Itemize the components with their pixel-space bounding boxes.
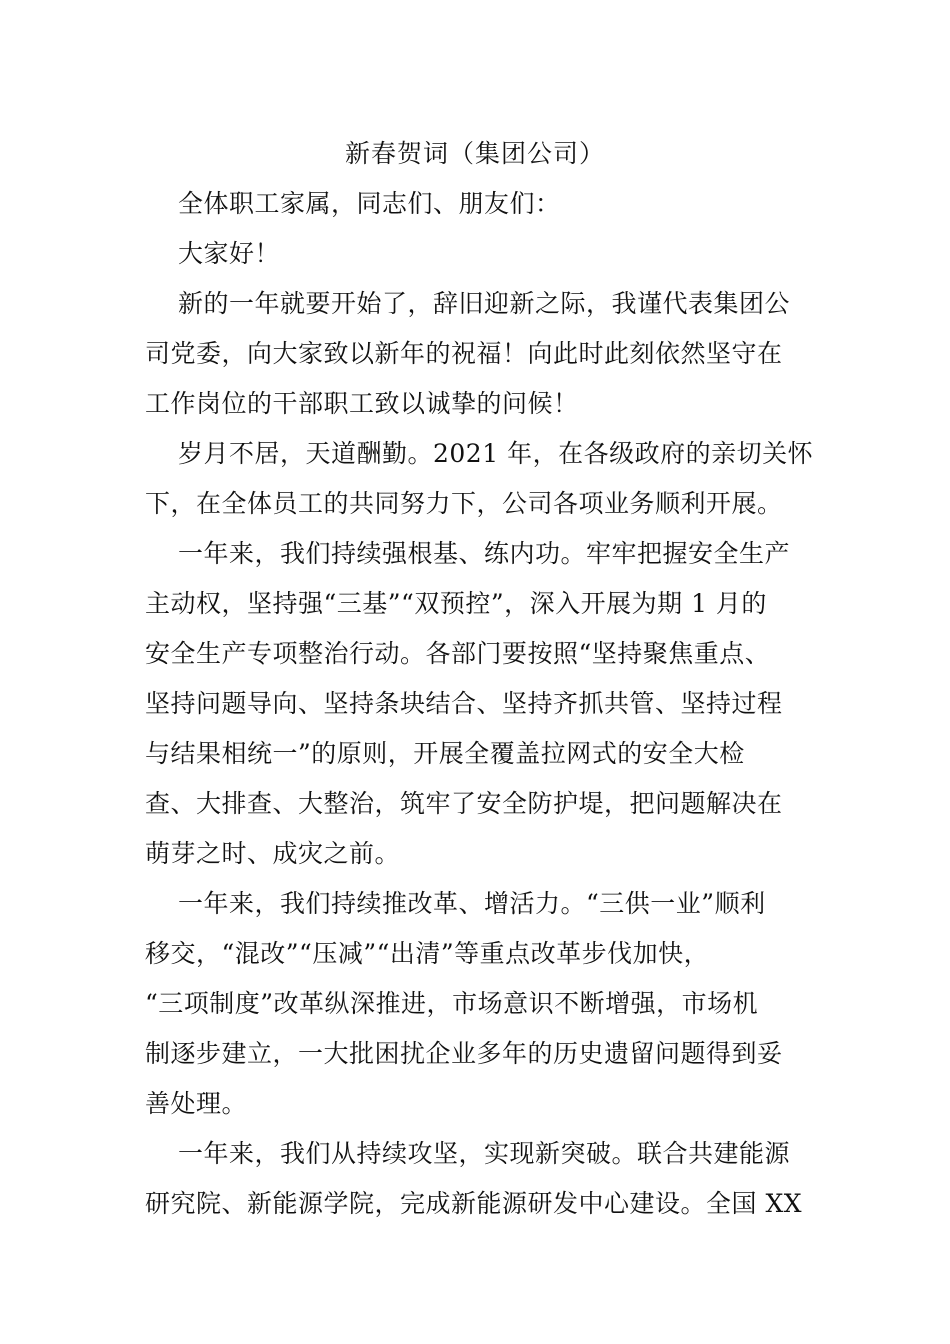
paragraph-line: 坚持问题导向、坚持条块结合、坚持齐抓共管、坚持过程: [145, 689, 783, 718]
paragraph-line: “三项制度”改革纵深推进，市场意识不断增强，市场机: [145, 989, 759, 1018]
paragraph-line: 制逐步建立，一大批困扰企业多年的历史遗留问题得到妥: [145, 1039, 783, 1068]
paragraph-line: 主动权，坚持强“三基”“双预控”，深入开展为期 1 月的: [145, 589, 767, 618]
paragraph-line: 司党委，向大家致以新年的祝福！向此时此刻依然坚守在: [145, 339, 783, 368]
paragraph-line: 研究院、新能源学院，完成新能源研发中心建设。全国 XX: [145, 1189, 803, 1218]
paragraph-line: 一年来，我们从持续攻坚，实现新突破。联合共建能源: [178, 1139, 791, 1168]
document-title: 新春贺词（集团公司）: [344, 139, 605, 168]
paragraph-line: 一年来，我们持续强根基、练内功。牢牢把握安全生产: [178, 539, 791, 568]
paragraph-line: 查、大排查、大整治，筑牢了安全防护堤，把问题解决在: [145, 789, 783, 818]
paragraph-line: 与结果相统一”的原则，开展全覆盖拉网式的安全大检: [145, 739, 745, 768]
salutation-line: 全体职工家属，同志们、朋友们：: [178, 189, 561, 218]
paragraph-line: 新的一年就要开始了，辞旧迎新之际，我谨代表集团公: [178, 289, 791, 318]
paragraph-line: 善处理。: [145, 1089, 248, 1118]
paragraph-line: 移交，“混改”“压减”“出清”等重点改革步伐加快，: [145, 939, 710, 968]
paragraph-line: 下，在全体员工的共同努力下，公司各项业务顺利开展。: [145, 489, 783, 518]
paragraph-line: 萌芽之时、成灾之前。: [145, 839, 401, 868]
paragraph-line: 岁月不居，天道酬勤。2021 年，在各级政府的亲切关怀: [178, 439, 814, 468]
greeting-line: 大家好！: [178, 239, 281, 268]
paragraph-line: 一年来，我们持续推改革、增活力。“三供一业”顺利: [178, 889, 766, 918]
paragraph-line: 安全生产专项整治行动。各部门要按照“坚持聚焦重点、: [145, 639, 771, 668]
paragraph-line: 工作岗位的干部职工致以诚挚的问候！: [145, 389, 579, 418]
